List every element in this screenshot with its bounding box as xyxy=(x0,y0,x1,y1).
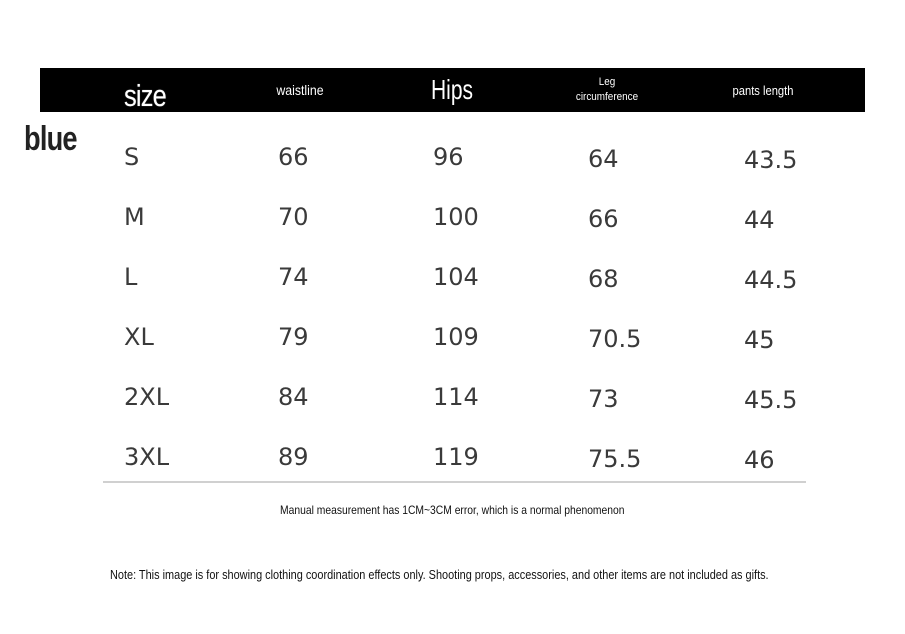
cell-pants: 44.5 xyxy=(744,266,798,294)
header-leg-line1: Leg xyxy=(598,76,616,88)
cell-pants: 43.5 xyxy=(744,146,798,174)
table-row xyxy=(0,257,905,297)
cell-leg: 75.5 xyxy=(588,445,642,473)
header-pants-length: pants length xyxy=(732,82,794,98)
cell-waistline: 66 xyxy=(278,143,309,171)
table-row xyxy=(0,317,905,357)
cell-size: M xyxy=(124,203,145,231)
table-divider xyxy=(103,481,806,483)
header-hips: Hips xyxy=(430,74,473,105)
header-leg-circumference xyxy=(560,68,654,114)
cell-hips: 109 xyxy=(433,323,479,351)
table-header xyxy=(40,68,865,112)
cell-hips: 100 xyxy=(433,203,479,231)
cell-size: XL xyxy=(124,323,154,351)
cell-leg: 68 xyxy=(588,265,619,293)
cell-size: 3XL xyxy=(124,443,170,471)
cell-leg: 70.5 xyxy=(588,325,642,353)
cell-hips: 114 xyxy=(433,383,479,411)
table-row xyxy=(0,197,905,237)
cell-pants: 46 xyxy=(744,446,775,474)
cell-pants: 45.5 xyxy=(744,386,798,414)
gift-disclaimer-note: Note: This image is for showing clothing coordination effects only. Shooting props, accessories, and other items are not included as gifts. xyxy=(110,567,769,582)
cell-waistline: 89 xyxy=(278,443,309,471)
cell-size: L xyxy=(124,263,138,291)
color-label: blue xyxy=(24,120,77,158)
cell-pants: 44 xyxy=(744,206,775,234)
cell-waistline: 79 xyxy=(278,323,309,351)
measurement-note xyxy=(0,503,905,517)
header-leg-line2: circumference xyxy=(575,91,639,103)
cell-waistline: 84 xyxy=(278,383,309,411)
cell-size: S xyxy=(124,143,140,171)
cell-hips: 119 xyxy=(433,443,479,471)
table-row xyxy=(0,137,905,177)
cell-leg: 64 xyxy=(588,145,619,173)
cell-leg: 66 xyxy=(588,205,619,233)
table-row xyxy=(0,377,905,417)
header-size: size xyxy=(124,78,166,113)
cell-pants: 45 xyxy=(744,326,775,354)
header-waistline: waistline xyxy=(276,82,324,98)
table-row xyxy=(0,437,905,477)
cell-size: 2XL xyxy=(124,383,170,411)
cell-hips: 104 xyxy=(433,263,479,291)
cell-leg: 73 xyxy=(588,385,619,413)
measurement-note-text: Manual measurement has 1CM~3CM error, which is a normal phenomenon xyxy=(280,503,625,517)
cell-waistline: 74 xyxy=(278,263,309,291)
cell-waistline: 70 xyxy=(278,203,309,231)
cell-hips: 96 xyxy=(433,143,464,171)
